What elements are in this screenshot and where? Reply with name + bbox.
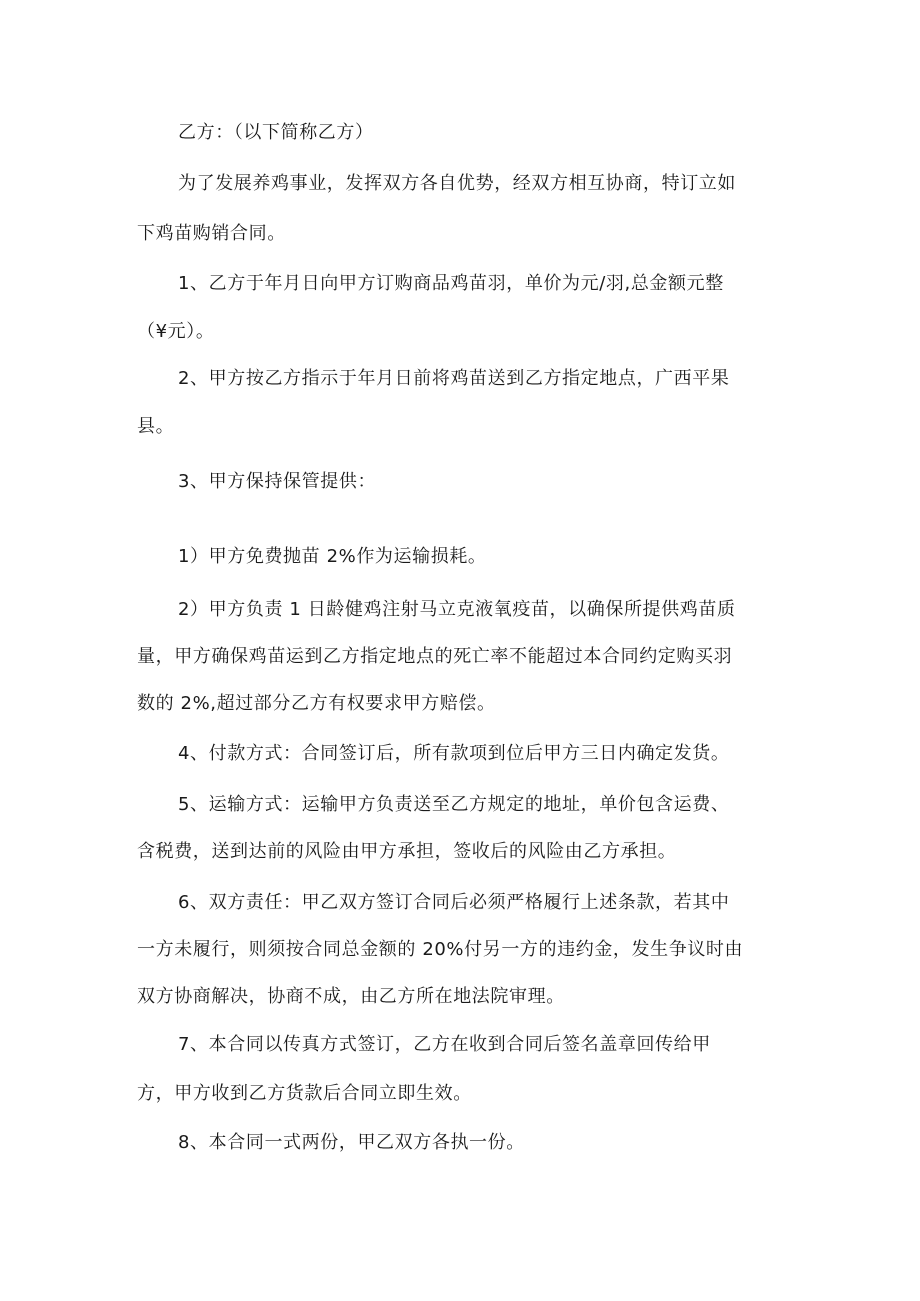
clause-1-line-2: （¥元）。 [137,321,215,342]
clause-1-line-1: 1、乙方于年月日向甲方订购商品鸡苗羽，单价为元/羽,总金额元整 [178,273,724,294]
intro-line-2: 下鸡苗购销合同。 [137,223,286,244]
sub-item-2-line-2: 量，甲方确保鸡苗运到乙方指定地点的死亡率不能超过本合同约定购买羽 [137,646,733,667]
clause-5-line-1: 5、运输方式：运输甲方负责送至乙方规定的地址，单价包含运费、 [178,794,730,815]
clause-2-line-2: 县。 [137,416,175,437]
clause-6-line-3: 双方协商解决，协商不成，由乙方所在地法院审理。 [137,986,565,1007]
sub-item-2-line-3: 数的 2%,超过部分乙方有权要求甲方赔偿。 [137,693,496,714]
clause-5-line-2: 含税费，送到达前的风险由甲方承担，签收后的风险由乙方承担。 [137,841,677,862]
clause-7-line-1: 7、本合同以传真方式签订，乙方在收到合同后签名盖章回传给甲 [178,1034,711,1055]
clause-3-line: 3、甲方保持保管提供： [178,471,377,492]
clause-8-line: 8、本合同一式两份，甲乙双方各执一份。 [178,1132,525,1153]
clause-6-line-2: 一方未履行，则须按合同总金额的 20%付另一方的违约金，发生争议时由 [137,939,744,960]
sub-item-2-line-1: 2）甲方负责 1 日龄健鸡注射马立克液氧疫苗，以确保所提供鸡苗质 [178,599,736,620]
clause-2-line-1: 2、甲方按乙方指示于年月日前将鸡苗送到乙方指定地点，广西平果 [178,368,730,389]
sub-item-1-line: 1）甲方免费抛苗 2%作为运输损耗。 [178,546,487,567]
clause-7-line-2: 方，甲方收到乙方货款后合同立即生效。 [137,1083,472,1104]
intro-line-1: 为了发展养鸡事业，发挥双方各自优势，经双方相互协商，特订立如 [178,173,736,194]
clause-6-line-1: 6、双方责任：甲乙双方签订合同后必须严格履行上述条款，若其中 [178,892,730,913]
clause-4-line: 4、付款方式：合同签订后，所有款项到位后甲方三日内确定发货。 [178,743,730,764]
party-b-line: 乙方：（以下简称乙方） [178,122,374,143]
